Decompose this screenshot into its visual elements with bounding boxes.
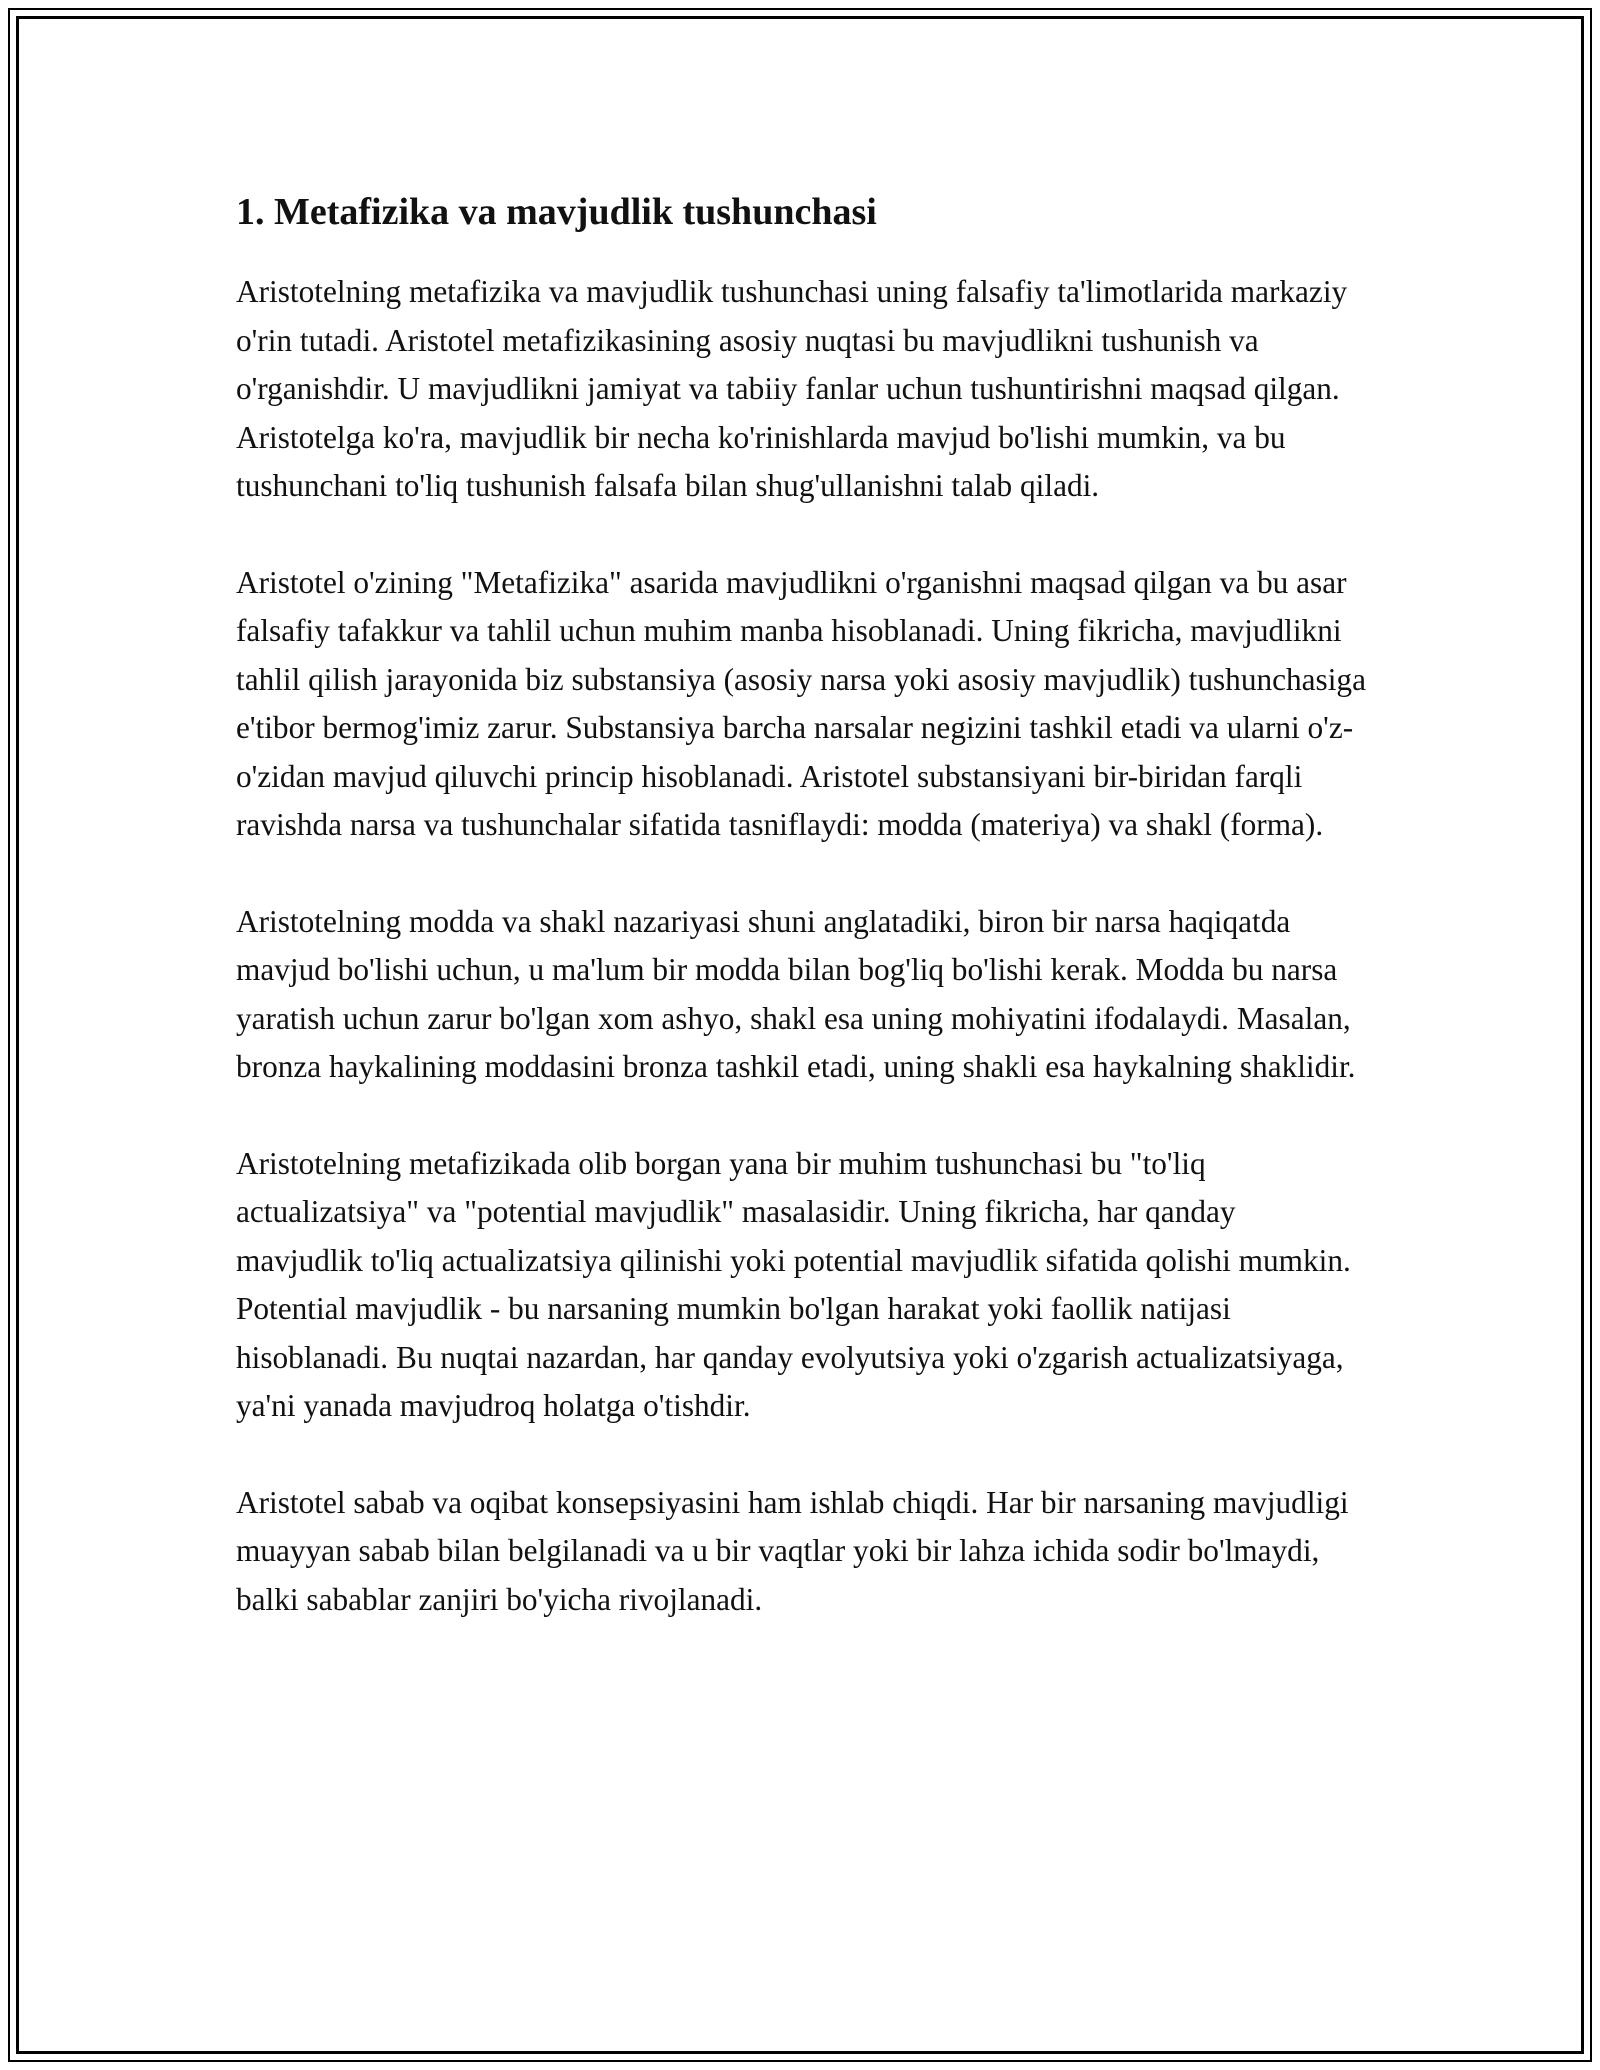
paragraph-2: Aristotel o'zining "Metafizika" asarida mavjudlikni o'rganishni maqsad qilgan va bu asar falsafiy tafakkur va tahlil uchun muhim manba hisoblanadi. Uning fikricha, mavjudlikni tahlil qilish jarayonida biz substansiya (asosiy narsa yoki asosiy mavjudlik) tushunchasiga e'tibor bermog'imiz zarur. Substansiya barcha narsalar negizini tashkil etadi va ularni o'z-o'zidan mavjud qiluvchi princip hisoblanadi. Aristotel substansiyani bir-biridan farqli ravishda narsa va tushunchalar sifatida tasniflaydi: modda (materiya) va shakl (forma). (236, 564, 1366, 842)
section-heading: 1. Metafizika va mavjudlik tushunchasi (236, 191, 877, 233)
paragraph-4: Aristotelning metafizikada olib borgan yana bir muhim tushunchasi bu "to'liq actualizatsiya" va "potential mavjudlik" masalasidir. Uning fikricha, har qanday mavjudlik to'liq actualizatsiya qilinishi yoki potential mavjudlik sifatida qolishi mumkin. Potential mavjudlik - bu narsaning mumkin bo'lgan harakat yoki faollik natijasi hisoblanadi. Bu nuqtai nazardan, har qanday evolyutsiya yoki o'zgarish actualizatsiyaga, ya'ni yanada mavjudroq holatga o'tishdir. (236, 1145, 1351, 1423)
paragraph-1: Aristotelning metafizika va mavjudlik tushunchasi uning falsafiy ta'limotlarida markaziy o'rin tutadi. Aristotel metafizikasining asosiy nuqtasi bu mavjudlikni tushunish va o'rganishdir. U mavjudlikni jamiyat va tabiiy fanlar uchun tushuntirishni maqsad qilgan. Aristotelga ko'ra, mavjudlik bir necha ko'rinishlarda mavjud bo'lishi mumkin, va bu tushunchani to'liq tushunish falsafa bilan shug'ullanishni talab qiladi. (236, 274, 1348, 503)
document-body (236, 186, 1366, 1672)
paragraph-3: Aristotelning modda va shakl nazariyasi shuni anglatadiki, biron bir narsa haqiqatda mavjud bo'lishi uchun, u ma'lum bir modda bilan bog'liq bo'lishi kerak. Modda bu narsa yaratish uchun zarur bo'lgan xom ashyo, shakl esa uning mohiyatini ifodalaydi. Masalan, bronza haykalining moddasini bronza tashkil etadi, uning shakli esa haykalning shaklidir. (236, 903, 1356, 1084)
paragraph-5: Aristotel sabab va oqibat konsepsiyasini ham ishlab chiqdi. Har bir narsaning mavjudligi muayyan sabab bilan belgilanadi va u bir vaqtlar yoki bir lahza ichida sodir bo'lmaydi, balki sabablar zanjiri bo'yicha rivojlanadi. (236, 1484, 1349, 1617)
